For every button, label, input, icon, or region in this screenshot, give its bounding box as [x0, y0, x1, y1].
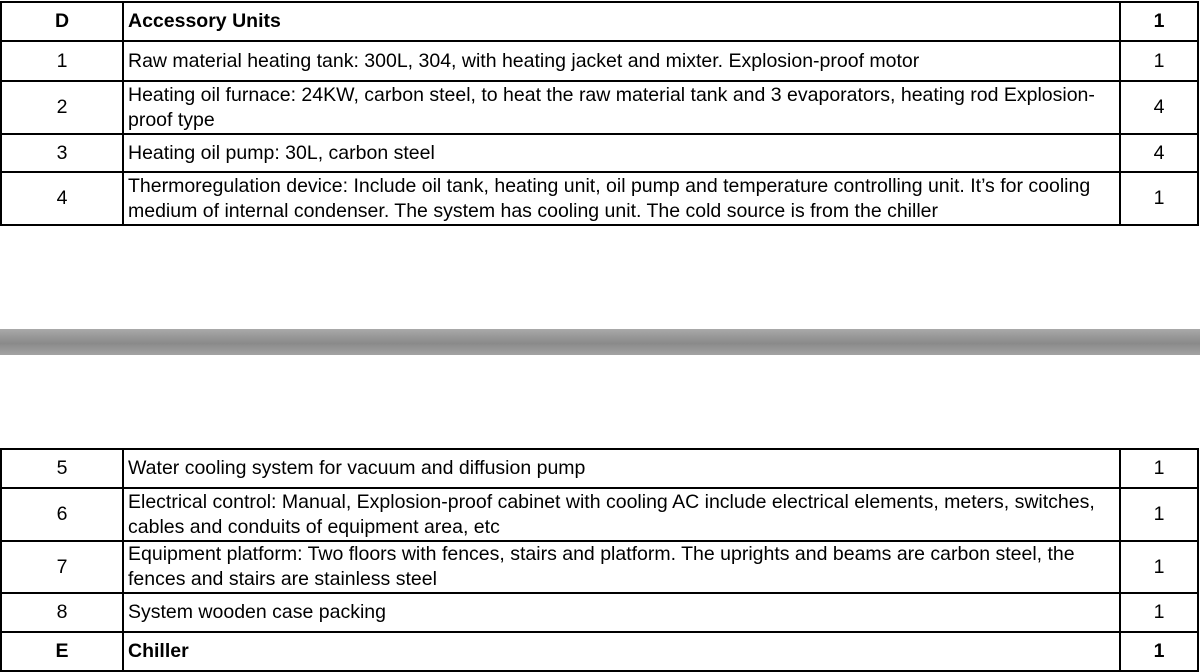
item-quantity: 4	[1120, 81, 1198, 134]
item-quantity: 4	[1120, 134, 1198, 172]
item-quantity: 1	[1120, 593, 1198, 632]
item-number: 4	[1, 172, 123, 225]
table-row	[1, 488, 1198, 541]
item-quantity: 1	[1120, 2, 1198, 41]
item-number: 2	[1, 81, 123, 134]
table-row	[1, 134, 1198, 172]
table-row	[1, 593, 1198, 632]
table-row	[1, 41, 1198, 81]
item-quantity: 1	[1120, 172, 1198, 225]
item-description: Water cooling system for vacuum and diffusion pump	[123, 449, 1120, 488]
equipment-table-bottom	[0, 448, 1199, 672]
item-description: Heating oil furnace: 24KW, carbon steel, to heat the raw material tank and 3 evaporators, heating rod Explosion-proof type	[123, 81, 1120, 134]
page-break-divider	[0, 329, 1200, 355]
table-row	[1, 541, 1198, 593]
table-row	[1, 81, 1198, 134]
section-header-row	[1, 632, 1198, 671]
item-description: Accessory Units	[123, 2, 1120, 41]
item-description: System wooden case packing	[123, 593, 1120, 632]
item-quantity: 1	[1120, 541, 1198, 593]
item-quantity: 1	[1120, 41, 1198, 81]
item-number: E	[1, 632, 123, 671]
item-description: Raw material heating tank: 300L, 304, with heating jacket and mixter. Explosion-proof motor	[123, 41, 1120, 81]
item-number: 7	[1, 541, 123, 593]
item-description: Heating oil pump: 30L, carbon steel	[123, 134, 1120, 172]
section-header-row	[1, 2, 1198, 41]
item-description: Chiller	[123, 632, 1120, 671]
equipment-table-top	[0, 1, 1199, 226]
item-number: 1	[1, 41, 123, 81]
item-number: 6	[1, 488, 123, 541]
item-quantity: 1	[1120, 449, 1198, 488]
item-description: Thermoregulation device: Include oil tank, heating unit, oil pump and temperature controlling unit. It’s for cooling medium of internal condenser. The system has cooling unit. The cold source is from the chiller	[123, 172, 1120, 225]
item-description: Equipment platform: Two floors with fences, stairs and platform. The uprights and beams are carbon steel, the fences and stairs are stainless steel	[123, 541, 1120, 593]
item-number: 8	[1, 593, 123, 632]
item-description: Electrical control: Manual, Explosion-proof cabinet with cooling AC include electrical elements, meters, switches, cables and conduits of equipment area, etc	[123, 488, 1120, 541]
item-quantity: 1	[1120, 632, 1198, 671]
item-number: 3	[1, 134, 123, 172]
item-number: D	[1, 2, 123, 41]
table-row	[1, 449, 1198, 488]
item-number: 5	[1, 449, 123, 488]
item-quantity: 1	[1120, 488, 1198, 541]
table-row	[1, 172, 1198, 225]
